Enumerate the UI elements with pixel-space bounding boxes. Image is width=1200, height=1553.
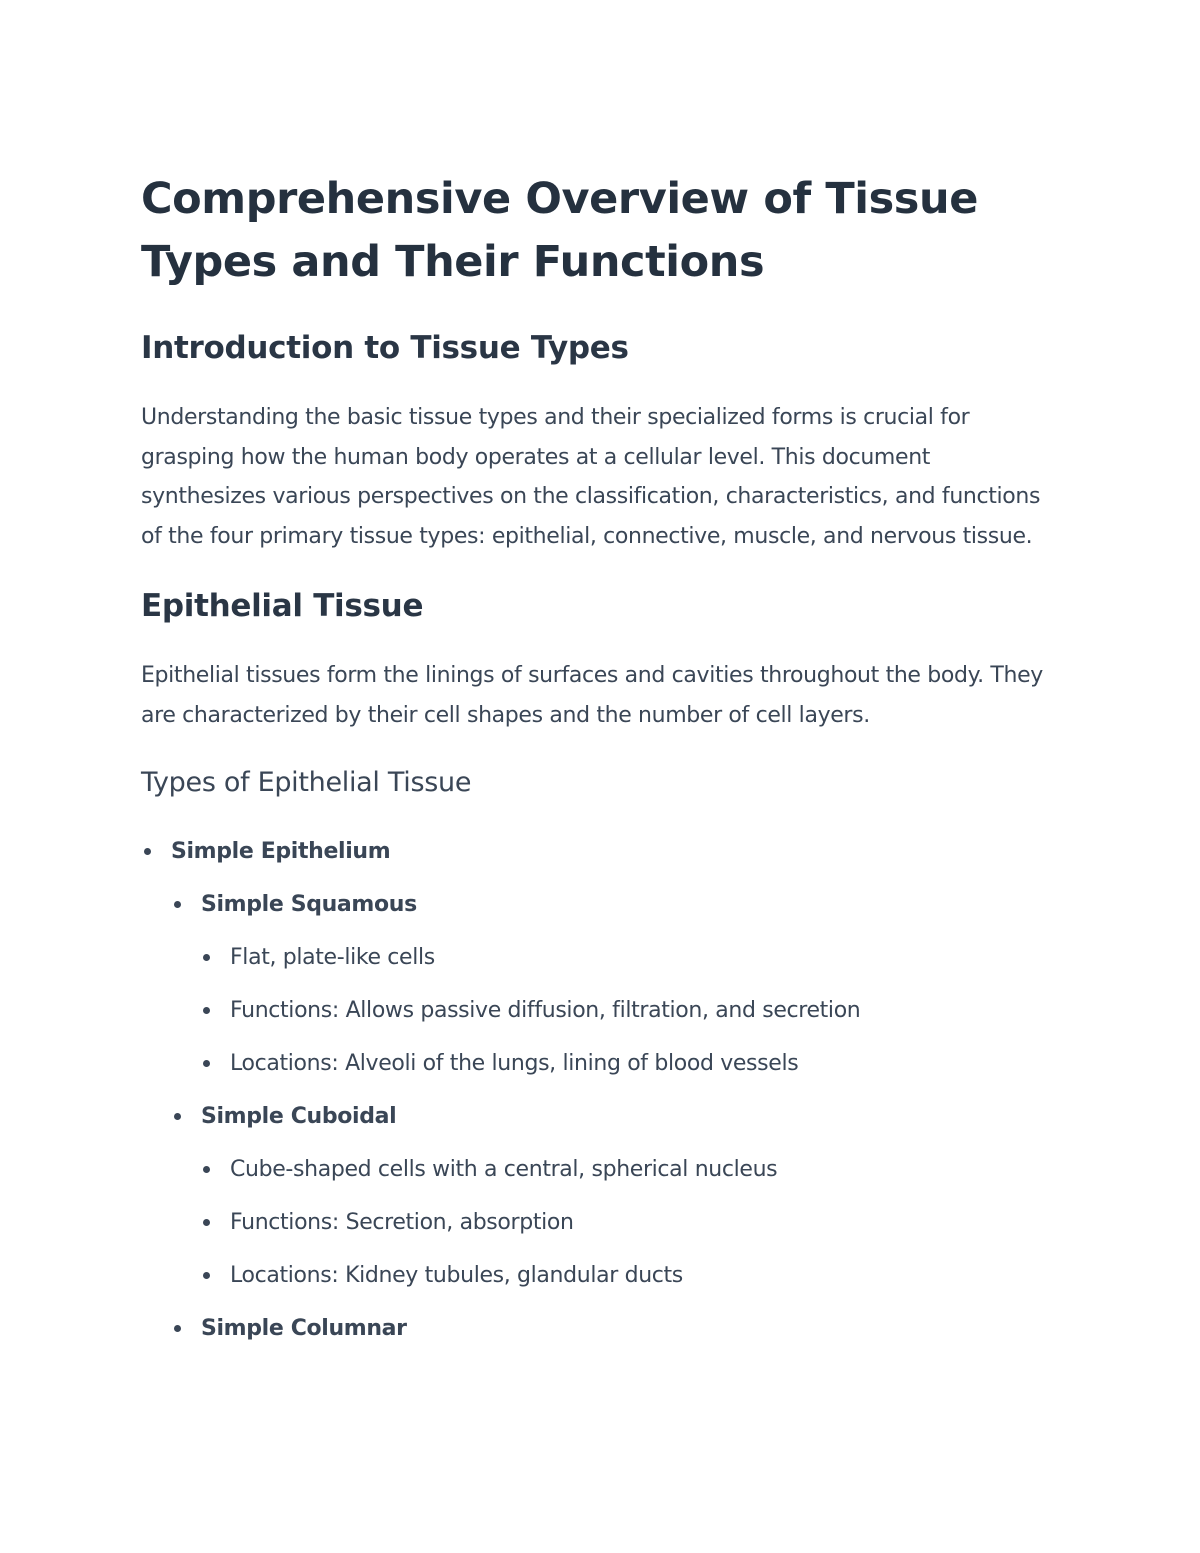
list-item-text: Simple Cuboidal [201,1104,397,1129]
list-item-text: Simple Epithelium [171,839,391,864]
epithelial-types-list [141,825,1060,1355]
list-item-text: Functions: Allows passive diffusion, filtration, and secretion [230,998,861,1023]
list-item [141,1302,1060,1355]
list-item-text: Functions: Secretion, absorption [230,1210,574,1235]
subheading-epithelial-types: Types of Epithelial Tissue [141,767,472,798]
bullet-icon [174,1325,181,1332]
list-item [141,1037,1060,1090]
bullet-icon [203,1007,210,1014]
bullet-icon [203,1272,210,1279]
list-item [141,1196,1060,1249]
intro-paragraph: Understanding the basic tissue types and their specialized forms is crucial for grasping how the human body operates at a cellular level. This document synthesizes various perspectives on the classification, characteristics, and functions of the four primary tissue types: epithelial, connective, muscle, and nervous tissue. [141,405,1041,549]
list-item [141,1090,1060,1143]
section-heading-intro: Introduction to Tissue Types [141,330,629,366]
bullet-icon [174,901,181,908]
bullet-icon [203,1166,210,1173]
list-item-text: Flat, plate-like cells [230,945,435,970]
bullet-icon [203,1219,210,1226]
list-item-text: Locations: Alveoli of the lungs, lining of blood vessels [230,1051,799,1076]
list-item-text: Locations: Kidney tubules, glandular ducts [230,1263,683,1288]
list-item [141,1143,1060,1196]
bullet-icon [144,848,151,855]
epithelial-paragraph: Epithelial tissues form the linings of surfaces and cavities throughout the body. They are characterized by their cell shapes and the number of cell layers. [141,663,1043,728]
bullet-icon [203,954,210,961]
list-item [141,1249,1060,1302]
list-item [141,984,1060,1037]
document-title: Comprehensive Overview of Tissue Types and Their Functions [141,174,978,287]
list-item-text: Cube-shaped cells with a central, spherical nucleus [230,1157,778,1182]
list-item-text: Simple Columnar [201,1316,407,1341]
list-item [141,878,1060,931]
list-item-text: Simple Squamous [201,892,417,917]
bullet-icon [203,1060,210,1067]
section-heading-epithelial: Epithelial Tissue [141,588,424,624]
bullet-icon [174,1113,181,1120]
list-item [141,825,1060,878]
list-item [141,931,1060,984]
